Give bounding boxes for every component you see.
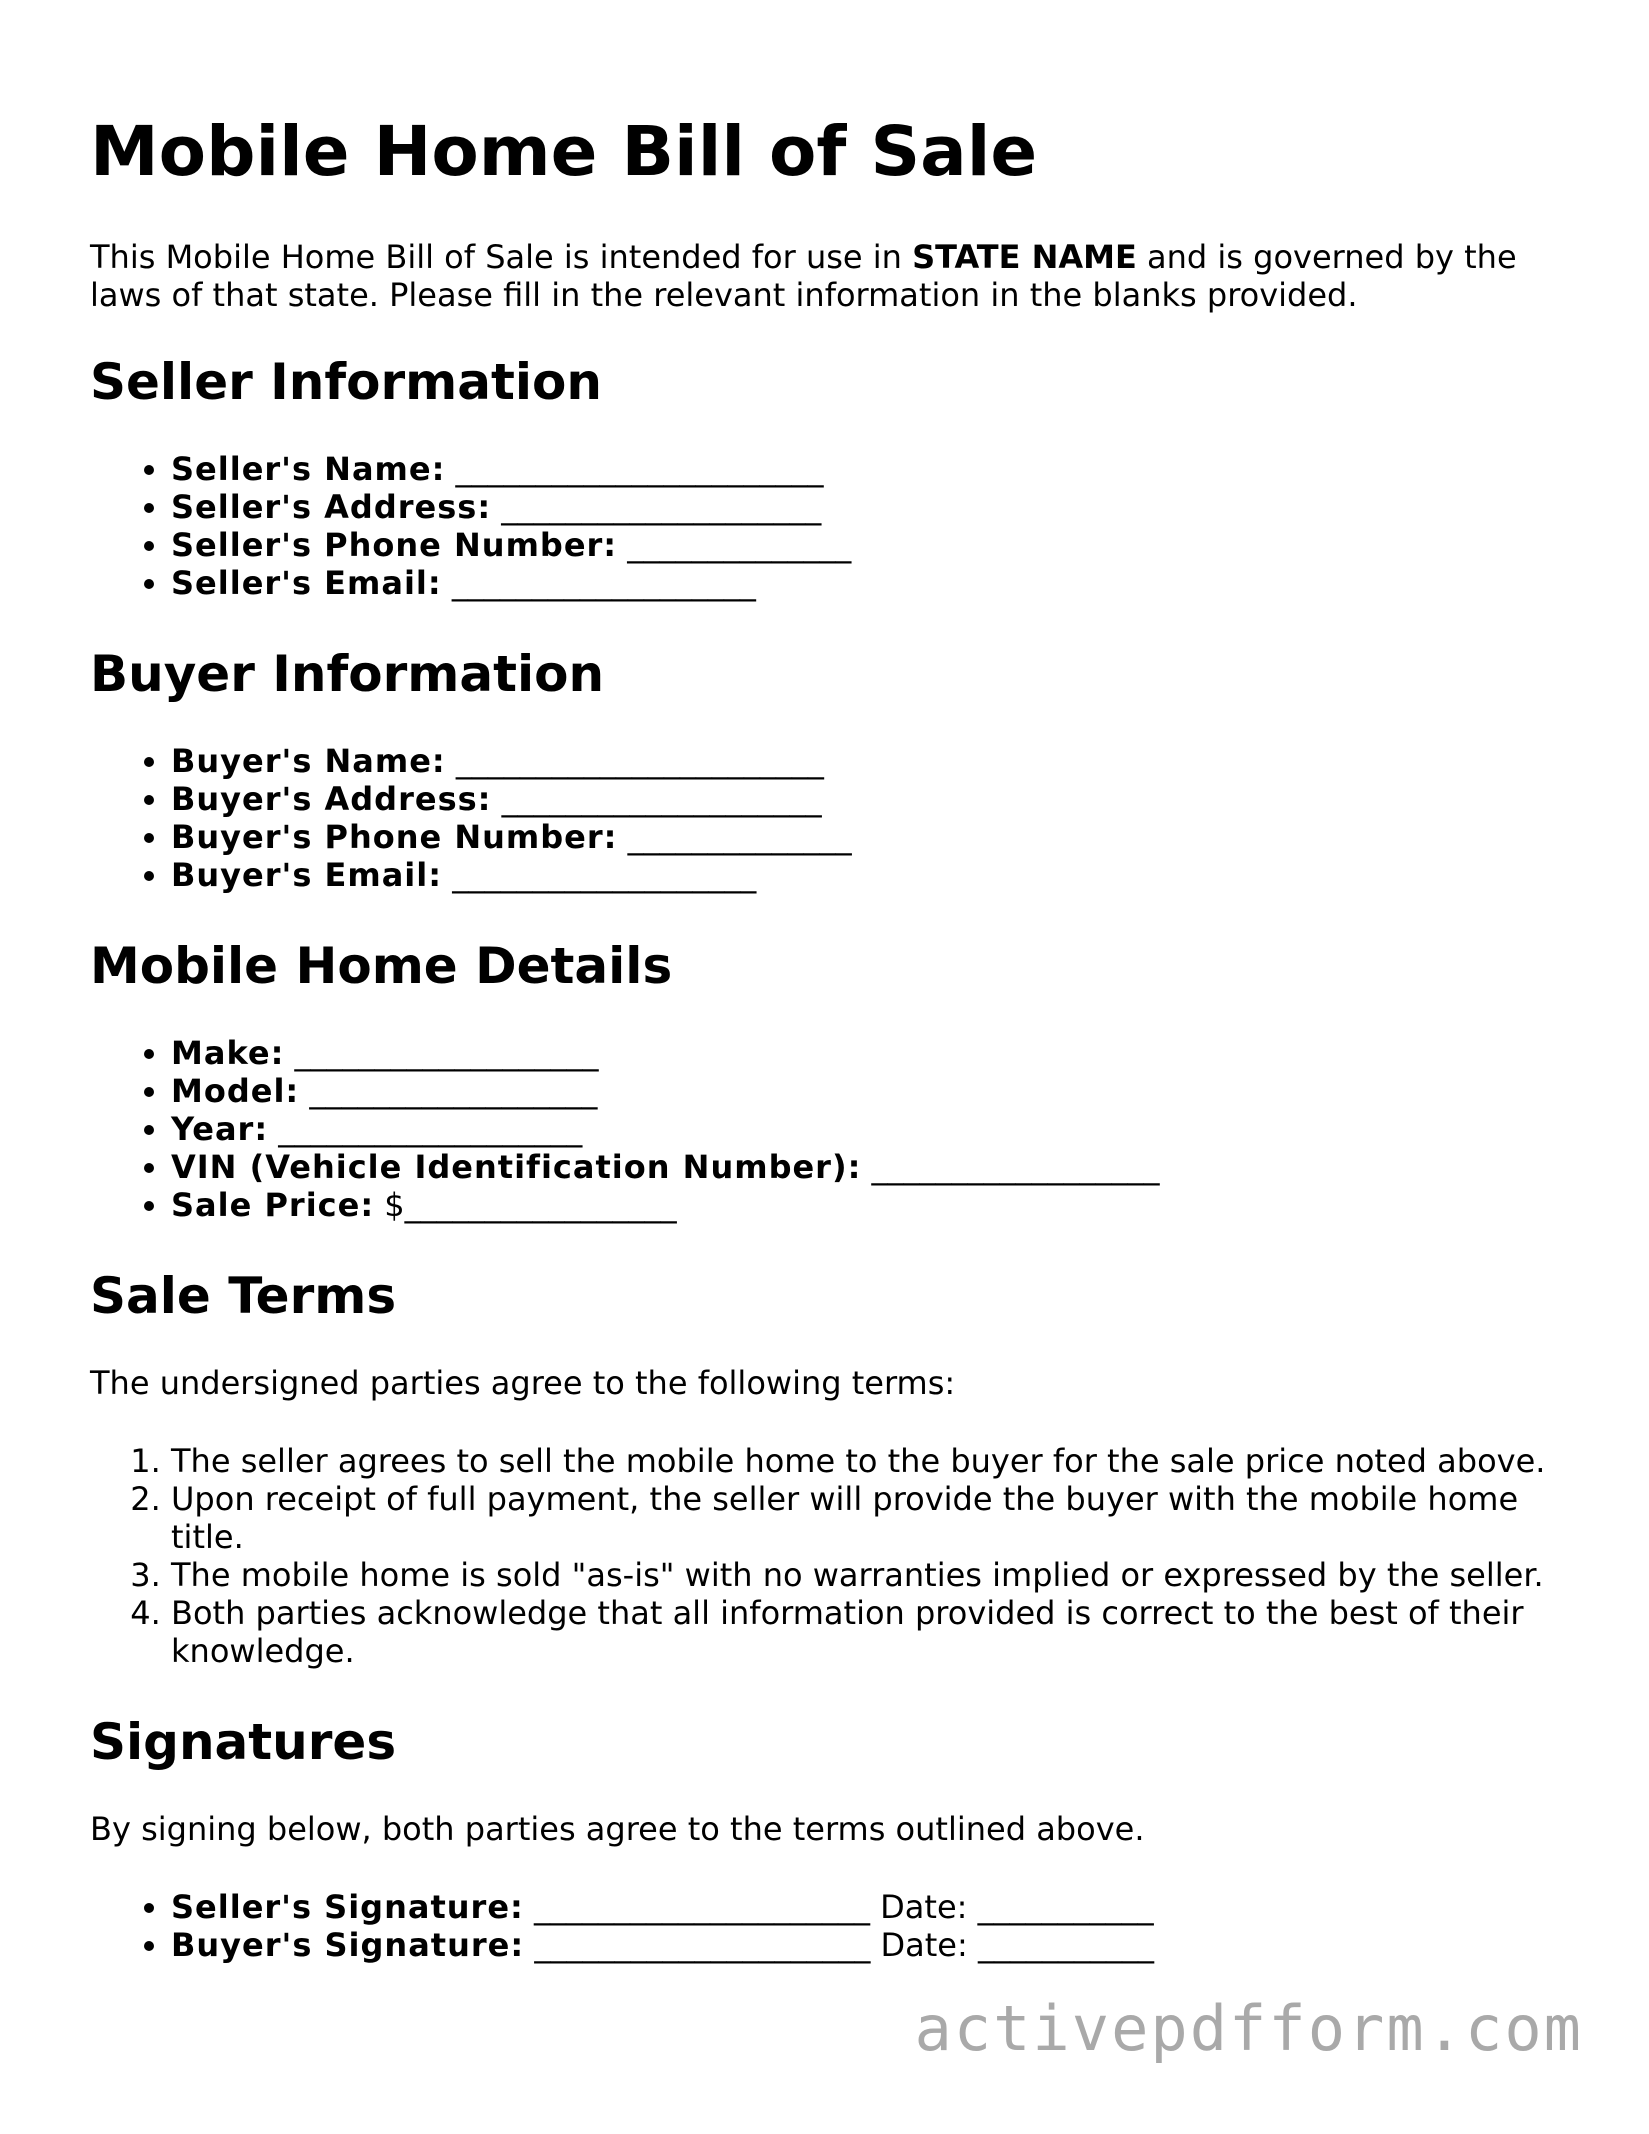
buyer-signature-field[interactable] [171, 1926, 1570, 1964]
field-label: Seller's Signature: [171, 1888, 524, 1926]
buyer-name-field[interactable] [171, 742, 1570, 780]
vin-field[interactable] [171, 1148, 1570, 1186]
field-blank[interactable]: _____________________ Date: ___________ [523, 1888, 1154, 1926]
field-blank[interactable]: _______________________ [445, 742, 824, 780]
field-blank[interactable]: ___________________ [268, 1110, 583, 1148]
home-fields [90, 1034, 1570, 1224]
term-item: 3. The mobile home is sold "as-is" with no warranties implied or expressed by the seller. [171, 1556, 1570, 1594]
term-item: 2. Upon receipt of full payment, the seller will provide the buyer with the mobile home title. [171, 1480, 1570, 1556]
signatures-heading: Signatures [90, 1713, 397, 1771]
field-label: Seller's Email: [171, 564, 442, 602]
watermark: activepdfform.com [914, 1992, 1583, 2065]
sale-terms-heading: Sale Terms [90, 1267, 397, 1325]
field-label: Seller's Address: [171, 488, 492, 526]
buyer-address-field[interactable] [171, 780, 1570, 818]
terms-intro: The undersigned parties agree to the following terms: [90, 1364, 956, 1402]
seller-fields [90, 450, 1570, 602]
field-label: Make: [171, 1034, 285, 1072]
seller-email-field[interactable] [171, 564, 1570, 602]
signature-fields [90, 1888, 1570, 1964]
field-blank[interactable]: ____________________ [491, 488, 822, 526]
buyer-phone-field[interactable] [171, 818, 1570, 856]
field-blank[interactable]: _______________________ [445, 450, 824, 488]
field-blank[interactable]: __________________ [861, 1148, 1160, 1186]
buyer-heading: Buyer Information [90, 645, 605, 703]
field-label: Model: [171, 1072, 300, 1110]
seller-name-field[interactable] [171, 450, 1570, 488]
field-blank[interactable]: ______________ [617, 818, 852, 856]
field-label: Buyer's Name: [171, 742, 446, 780]
seller-signature-field[interactable] [171, 1888, 1570, 1926]
make-field[interactable] [171, 1034, 1570, 1072]
field-label: Buyer's Signature: [171, 1926, 525, 1964]
state-name: STATE NAME [912, 238, 1137, 276]
term-item: 4. Both parties acknowledge that all information provided is correct to the best of their knowledge. [171, 1594, 1570, 1670]
field-label: Seller's Name: [171, 450, 446, 488]
buyer-fields [90, 742, 1570, 894]
field-label: Buyer's Email: [171, 856, 443, 894]
document [90, 110, 1570, 2006]
field-label: Year: [171, 1110, 269, 1148]
page-title: Mobile Home Bill of Sale [90, 112, 1038, 192]
field-blank[interactable]: ____________________ [491, 780, 822, 818]
buyer-email-field[interactable] [171, 856, 1570, 894]
field-blank[interactable]: ___________________ [442, 856, 757, 894]
intro-paragraph [90, 238, 1570, 314]
seller-heading: Seller Information [90, 353, 602, 411]
field-blank[interactable]: ___________________ [284, 1034, 599, 1072]
term-item: 1. The seller agrees to sell the mobile home to the buyer for the sale price noted above. [171, 1442, 1570, 1480]
intro-prefix: This Mobile Home Bill of Sale is intended for use in [90, 238, 913, 276]
seller-phone-field[interactable] [171, 526, 1570, 564]
seller-address-field[interactable] [171, 488, 1570, 526]
field-blank[interactable]: ______________ [617, 526, 852, 564]
field-blank[interactable]: $_________________ [374, 1186, 677, 1224]
field-blank[interactable]: _____________________ Date: ___________ [524, 1926, 1154, 1964]
sale-price-field[interactable] [171, 1186, 1570, 1224]
field-label: Buyer's Address: [171, 780, 492, 818]
field-label: Buyer's Phone Number: [171, 818, 618, 856]
home-details-heading: Mobile Home Details [90, 937, 673, 995]
year-field[interactable] [171, 1110, 1570, 1148]
field-label: VIN (Vehicle Identification Number): [171, 1148, 862, 1186]
field-label: Sale Price: [171, 1186, 375, 1224]
intro-suffix: and is governed by the laws of that state. Please fill in the relevant information in the blanks provided. [90, 238, 1517, 314]
field-label: Seller's Phone Number: [171, 526, 618, 564]
field-blank[interactable]: ___________________ [441, 564, 756, 602]
model-field[interactable] [171, 1072, 1570, 1110]
terms-list [90, 1442, 1570, 1670]
field-blank[interactable]: __________________ [299, 1072, 598, 1110]
signatures-intro: By signing below, both parties agree to the terms outlined above. [90, 1810, 1145, 1848]
